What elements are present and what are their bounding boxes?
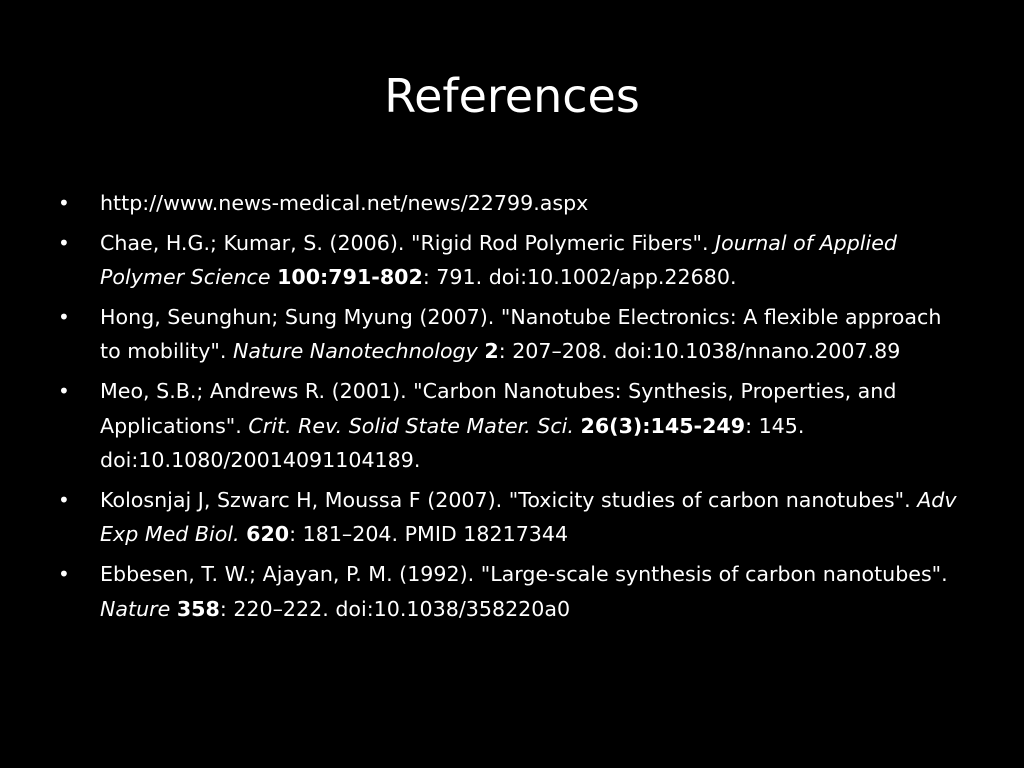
reference-authors-title: Meo, S.B.; Andrews R. (2001). "Carbon Nanotubes: Synthesis, Properties, and Applications". — [100, 378, 897, 438]
reference-item — [58, 374, 958, 478]
reference-volume: 2 — [484, 339, 499, 364]
reference-item — [58, 300, 958, 369]
reference-volume: 26(3):145-249 — [580, 413, 746, 438]
reference-pages-doi: : 145. doi:10.1080/20014091104189. — [100, 413, 805, 473]
reference-item — [58, 483, 958, 552]
reference-journal: Nature — [100, 596, 171, 621]
reference-authors-title: Kolosnjaj J, Szwarc H, Moussa F (2007). "Toxicity studies of carbon nanotubes". — [100, 487, 918, 512]
reference-journal: Adv Exp Med Biol. — [100, 487, 957, 547]
bullet-icon: • — [58, 378, 70, 403]
bullet-icon: • — [58, 191, 70, 215]
reference-authors-title: Ebbesen, T. W.; Ajayan, P. M. (1992). "Large-scale synthesis of carbon nanotubes". — [100, 561, 948, 586]
bullet-icon: • — [58, 230, 70, 255]
bullet-icon: • — [58, 304, 70, 329]
reference-pages-doi: : 220–222. doi:10.1038/358220a0 — [219, 596, 571, 621]
reference-volume: 620 — [246, 522, 290, 547]
reference-item — [58, 226, 958, 295]
reference-pages-doi: : 207–208. doi:10.1038/nnano.2007.89 — [498, 339, 901, 364]
reference-pages-doi: : 181–204. PMID 18217344 — [289, 522, 569, 547]
reference-list — [58, 186, 958, 631]
reference-journal: Nature Nanotechnology — [232, 339, 478, 364]
reference-volume: 100:791-802 — [277, 265, 423, 290]
reference-authors-title: Hong, Seunghun; Sung Myung (2007). "Nanotube Electronics: A flexible approach to mobility". — [100, 304, 942, 364]
reference-journal: Crit. Rev. Solid State Mater. Sci. — [248, 413, 574, 438]
bullet-icon: • — [58, 561, 70, 586]
reference-item — [58, 186, 958, 221]
bullet-icon: • — [58, 487, 70, 512]
reference-journal: Journal of Applied Polymer Science — [100, 230, 897, 290]
slide-title: References — [384, 69, 640, 123]
reference-authors-title: Chae, H.G.; Kumar, S. (2006). "Rigid Rod Polymeric Fibers". — [100, 230, 716, 255]
reference-url: http://www.news-medical.net/news/22799.aspx — [100, 191, 589, 215]
reference-pages-doi: : 791. doi:10.1002/app.22680. — [422, 265, 737, 290]
reference-volume: 358 — [176, 596, 220, 621]
reference-item — [58, 557, 958, 626]
